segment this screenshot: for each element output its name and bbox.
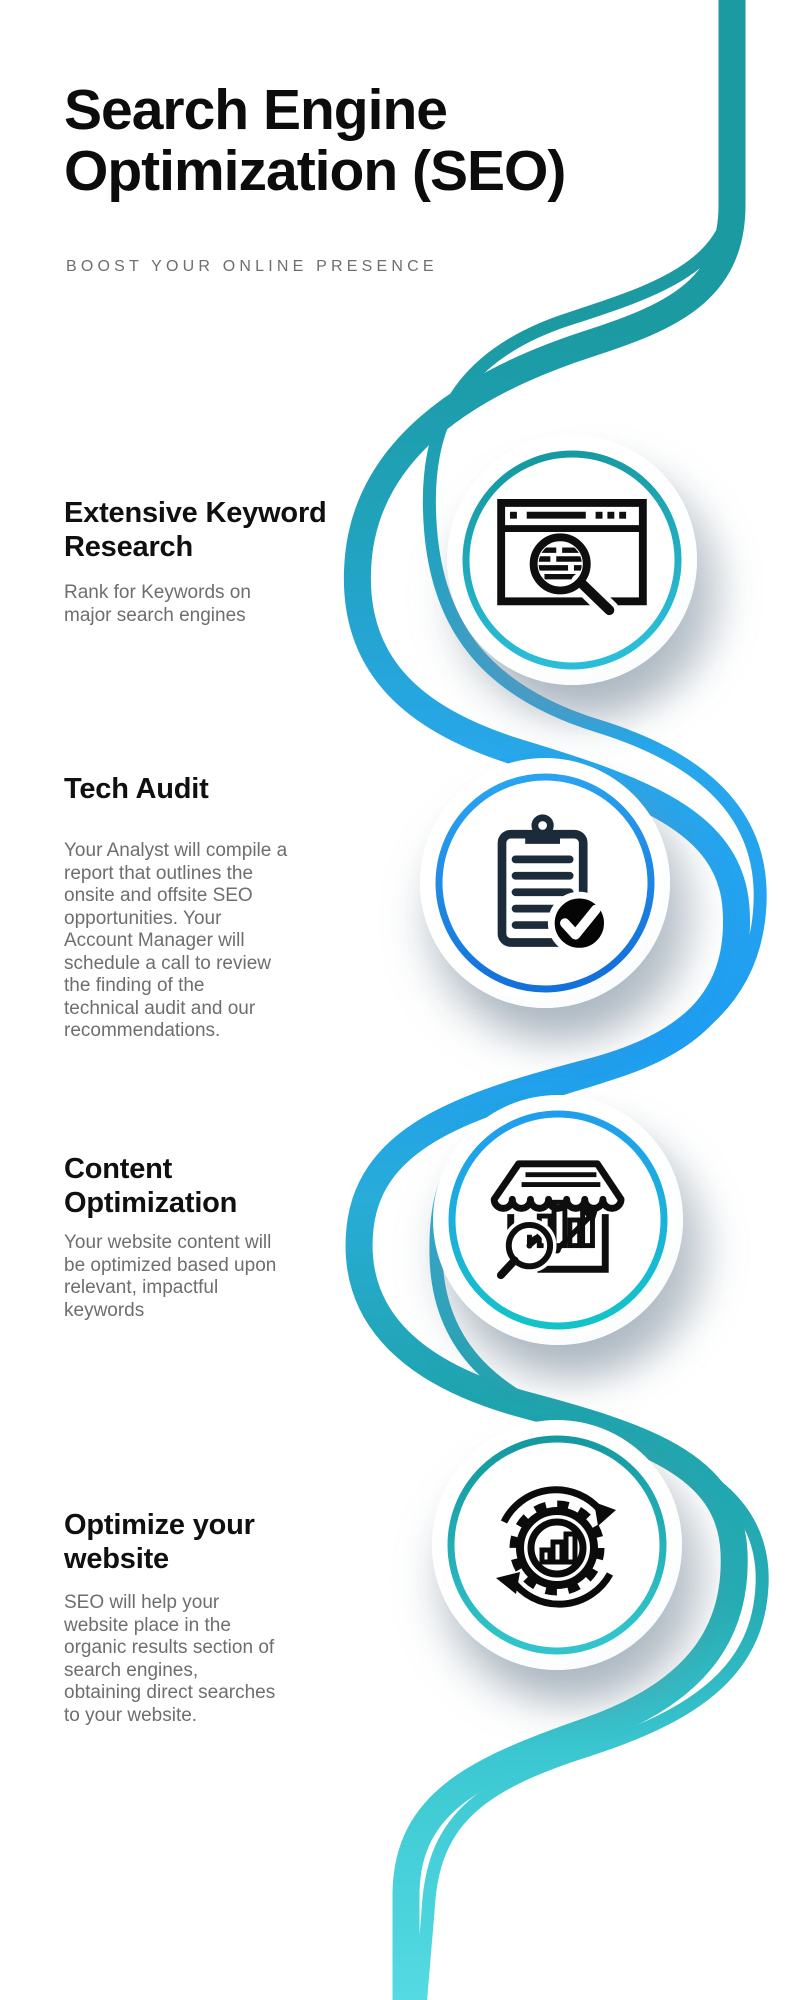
section-heading-tech-audit: Tech Audit <box>64 773 209 805</box>
section-body-optimize-website: SEO will help your website place in the organic results section of search engines, obtaining direct searches to your website. <box>64 1592 276 1726</box>
section-body-tech-audit: Your Analyst will compile a report that outlines the onsite and offsite SEO opportunities. Your Account Manager will schedule a call to review the finding of the technical audit and our recommendations. <box>64 840 288 1041</box>
section-heading-content-optimization: Content Optimization <box>64 1153 238 1219</box>
step-circle-tech-audit <box>420 758 670 1008</box>
browser-search-magnifier-icon <box>497 499 647 621</box>
section-body-keyword-research: Rank for Keywords on major search engines <box>64 582 251 626</box>
step-circle-optimize-website <box>432 1420 682 1670</box>
step-circle-keyword-research <box>447 435 697 685</box>
page-title: Search Engine Optimization (SEO) <box>64 78 566 203</box>
step-circle-content-optimization <box>433 1095 683 1345</box>
section-heading-keyword-research: Extensive Keyword Research <box>64 497 327 563</box>
gear-growth-arrows-icon <box>482 1470 632 1620</box>
section-body-content-optimization: Your website content will be optimized based upon relevant, impactful keywords <box>64 1232 277 1321</box>
page-subtitle: BOOST YOUR ONLINE PRESENCE <box>66 258 438 275</box>
section-heading-optimize-website: Optimize your website <box>64 1509 255 1575</box>
storefront-analytics-icon <box>484 1155 632 1285</box>
clipboard-checkmark-icon <box>473 811 618 956</box>
